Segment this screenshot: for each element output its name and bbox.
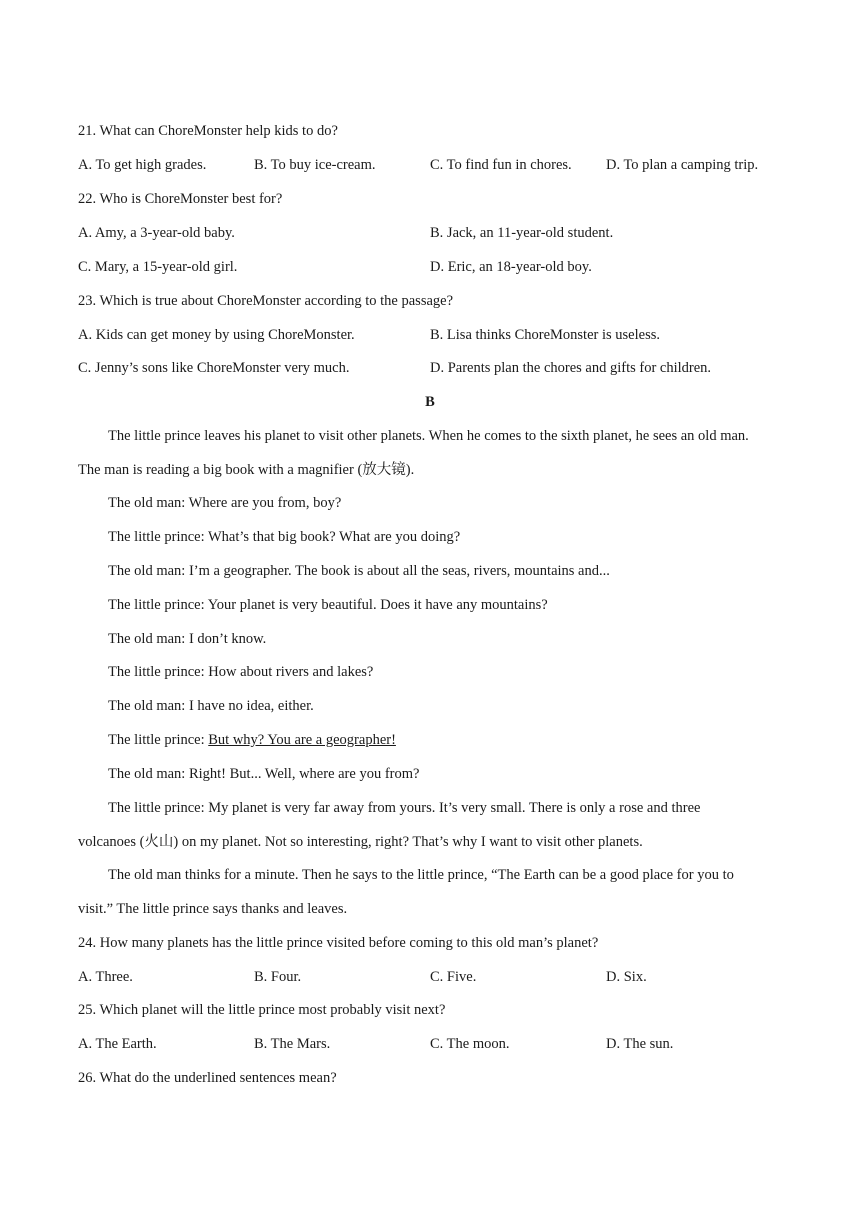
q24-option-d: D. Six. bbox=[606, 969, 647, 985]
q22-option-c: C. Mary, a 15-year-old girl. bbox=[78, 259, 238, 275]
underlined-sentences: But why? You are a geographer! bbox=[208, 732, 396, 748]
q21-option-b: B. To buy ice-cream. bbox=[254, 157, 376, 173]
q22-option-d: D. Eric, an 18-year-old boy. bbox=[430, 259, 592, 275]
question-22: 22. Who is ChoreMonster best for? bbox=[78, 191, 283, 207]
dialogue-line: The old man: Where are you from, boy? bbox=[108, 495, 342, 511]
passage-paragraph-1-line-2: The man is reading a big book with a magnifier (放大镜). bbox=[78, 462, 415, 478]
dialogue-line: The little prince: Your planet is very beautiful. Does it have any mountains? bbox=[108, 597, 548, 613]
q24-option-a: A. Three. bbox=[78, 969, 133, 985]
q22-option-a: A. Amy, a 3-year-old baby. bbox=[78, 225, 235, 241]
question-26: 26. What do the underlined sentences mean? bbox=[78, 1070, 337, 1086]
dialogue-line: The little prince: What’s that big book? What are you doing? bbox=[108, 529, 461, 545]
q22-option-b: B. Jack, an 11-year-old student. bbox=[430, 225, 614, 241]
dialogue-speaker: The little prince: bbox=[108, 732, 209, 748]
q24-option-b: B. Four. bbox=[254, 969, 302, 985]
q25-option-b: B. The Mars. bbox=[254, 1036, 331, 1052]
passage-paragraph-1-line-1: The little prince leaves his planet to visit other planets. When he comes to the sixth planet, he sees an old man. bbox=[108, 428, 749, 444]
q21-option-c: C. To find fun in chores. bbox=[430, 157, 572, 173]
dialogue-line: The little prince: My planet is very far away from yours. It’s very small. There is only a rose and three bbox=[108, 800, 701, 816]
dialogue-line: The old man: I have no idea, either. bbox=[108, 698, 314, 714]
section-title: B bbox=[425, 394, 435, 410]
q23-option-d: D. Parents plan the chores and gifts for children. bbox=[430, 360, 712, 376]
dialogue-line-continued: volcanoes (火山) on my planet. Not so interesting, right? That’s why I want to visit other planets. bbox=[78, 834, 643, 850]
question-25: 25. Which planet will the little prince most probably visit next? bbox=[78, 1002, 446, 1018]
dialogue-line: The old man: I’m a geographer. The book is about all the seas, rivers, mountains and... bbox=[108, 563, 610, 579]
passage-paragraph-2-line-2: visit.” The little prince says thanks and leaves. bbox=[78, 901, 348, 917]
dialogue-line-underlined bbox=[108, 731, 396, 749]
q23-option-c: C. Jenny’s sons like ChoreMonster very much. bbox=[78, 360, 350, 376]
q25-option-c: C. The moon. bbox=[430, 1036, 510, 1052]
q23-option-b: B. Lisa thinks ChoreMonster is useless. bbox=[430, 327, 660, 343]
question-23: 23. Which is true about ChoreMonster according to the passage? bbox=[78, 293, 454, 309]
q21-option-a: A. To get high grades. bbox=[78, 157, 207, 173]
q24-option-c: C. Five. bbox=[430, 969, 477, 985]
dialogue-line: The old man: Right! But... Well, where are you from? bbox=[108, 766, 420, 782]
q25-option-a: A. The Earth. bbox=[78, 1036, 157, 1052]
q21-option-d: D. To plan a camping trip. bbox=[606, 157, 759, 173]
q23-option-a: A. Kids can get money by using ChoreMonster. bbox=[78, 327, 355, 343]
question-21: 21. What can ChoreMonster help kids to do? bbox=[78, 123, 338, 139]
dialogue-line: The old man: I don’t know. bbox=[108, 631, 267, 647]
q25-option-d: D. The sun. bbox=[606, 1036, 674, 1052]
question-24: 24. How many planets has the little prince visited before coming to this old man’s planet? bbox=[78, 935, 599, 951]
dialogue-line: The little prince: How about rivers and lakes? bbox=[108, 664, 374, 680]
passage-paragraph-2-line-1: The old man thinks for a minute. Then he says to the little prince, “The Earth can be a good place for you to bbox=[108, 867, 734, 883]
